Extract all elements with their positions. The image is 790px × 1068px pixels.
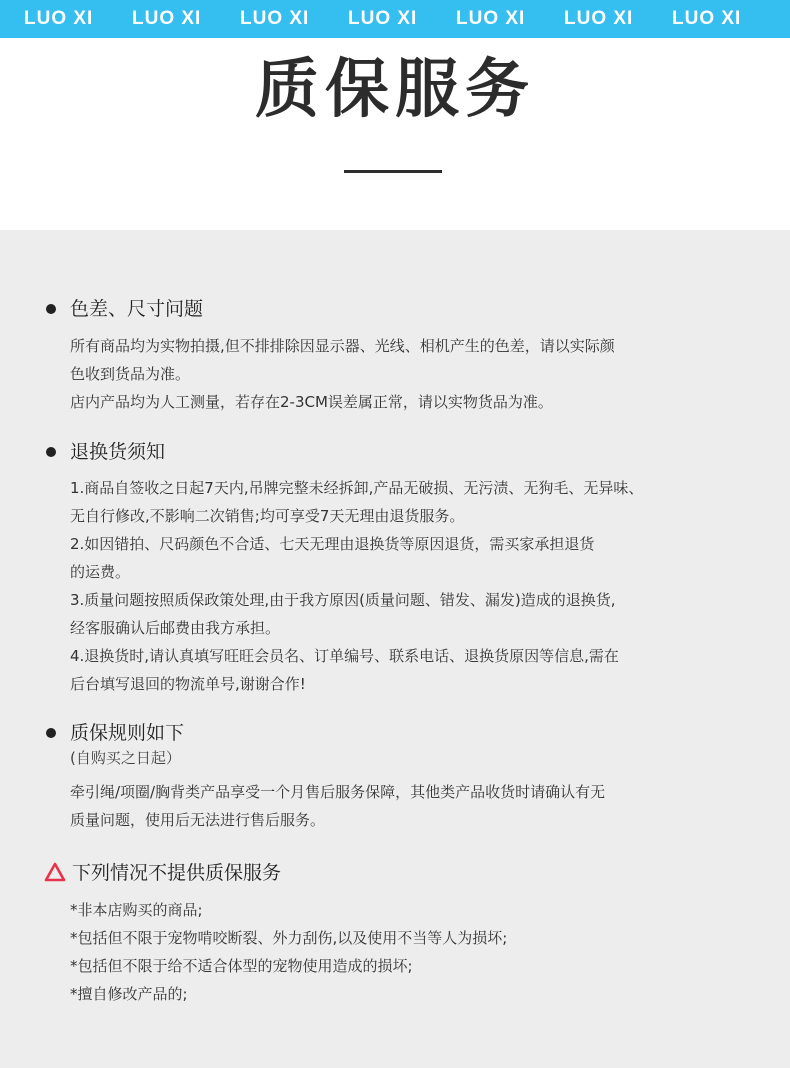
body-line: 质量问题，使用后无法进行售后服务。 <box>70 811 326 829</box>
body-line: 所有商品均为实物拍摄,但不排排除因显示器、光线、相机产生的色差，请以实际颜 <box>70 337 615 355</box>
body-line: *非本店购买的商品; <box>70 901 203 919</box>
body-line: 经客服确认后邮费由我方承担。 <box>70 619 281 637</box>
section-header <box>0 437 790 467</box>
warning-triangle-icon <box>44 862 66 882</box>
body-line: 1.商品自签收之日起7天内,吊牌完整未经拆卸,产品无破损、无污渍、无狗毛、无异味、 <box>70 479 644 497</box>
body-line: 后台填写退回的物流单号,谢谢合作! <box>70 675 306 693</box>
section-body <box>70 778 770 834</box>
brand-logo-text: LUO XI <box>132 8 202 29</box>
brand-logo-text: LUO XI <box>672 8 742 29</box>
brand-strip <box>0 0 790 38</box>
body-line: *擅自修改产品的; <box>70 985 188 1003</box>
warranty-note: (自购买之日起） <box>70 749 181 767</box>
section-warranty <box>0 718 790 829</box>
body-line: 牵引绳/项圈/胸背类产品享受一个月售后服务保障，其他类产品收货时请确认有无 <box>70 783 606 801</box>
section-body <box>70 896 770 1008</box>
bullet-icon <box>46 447 56 457</box>
bullet-icon <box>46 728 56 738</box>
section-color-size <box>0 294 790 411</box>
section-header <box>0 718 790 748</box>
body-line: 4.退换货时,请认真填写旺旺会员名、订单编号、联系电话、退换货原因等信息,需在 <box>70 647 619 665</box>
brand-logo-text: LUO XI <box>24 8 94 29</box>
section-title: 退换货须知 <box>70 441 166 463</box>
brand-logo-text: LUO XI <box>348 8 418 29</box>
body-line: *包括但不限于宠物啃咬断裂、外力刮伤,以及使用不当等人为损坏; <box>70 929 508 947</box>
section-header <box>0 294 790 324</box>
section-header <box>0 858 790 888</box>
bullet-icon <box>46 304 56 314</box>
section-title: 质保规则如下 <box>70 722 185 744</box>
body-line: 3.质量问题按照质保政策处理,由于我方原因(质量问题、错发、漏发)造成的退换货, <box>70 591 616 609</box>
section-title: 下列情况不提供质保服务 <box>72 862 282 884</box>
page-title: 质保服务 <box>255 53 535 127</box>
section-title: 色差、尺寸问题 <box>70 298 204 320</box>
brand-logo-text: LUO XI <box>564 8 634 29</box>
body-line: 的运费。 <box>70 563 131 581</box>
section-returns <box>0 437 790 693</box>
brand-logo-text: LUO XI <box>240 8 310 29</box>
section-body <box>70 474 770 698</box>
body-line: 色收到货品为准。 <box>70 365 191 383</box>
body-line: 店内产品均为人工测量，若存在2-3CM误差属正常，请以实物货品为准。 <box>70 393 553 411</box>
body-line: *包括但不限于给不适合体型的宠物使用造成的损坏; <box>70 957 413 975</box>
title-underline <box>344 170 442 173</box>
body-line: 无自行修改,不影响二次销售;均可享受7天无理由退货服务。 <box>70 507 465 525</box>
brand-logo-text: LUO XI <box>456 8 526 29</box>
section-body <box>70 332 770 416</box>
section-exclusions <box>0 858 790 1003</box>
body-line: 2.如因错拍、尺码颜色不合适、七天无理由退换货等原因退货，需买家承担退货 <box>70 535 595 553</box>
content-panel <box>0 230 790 1068</box>
